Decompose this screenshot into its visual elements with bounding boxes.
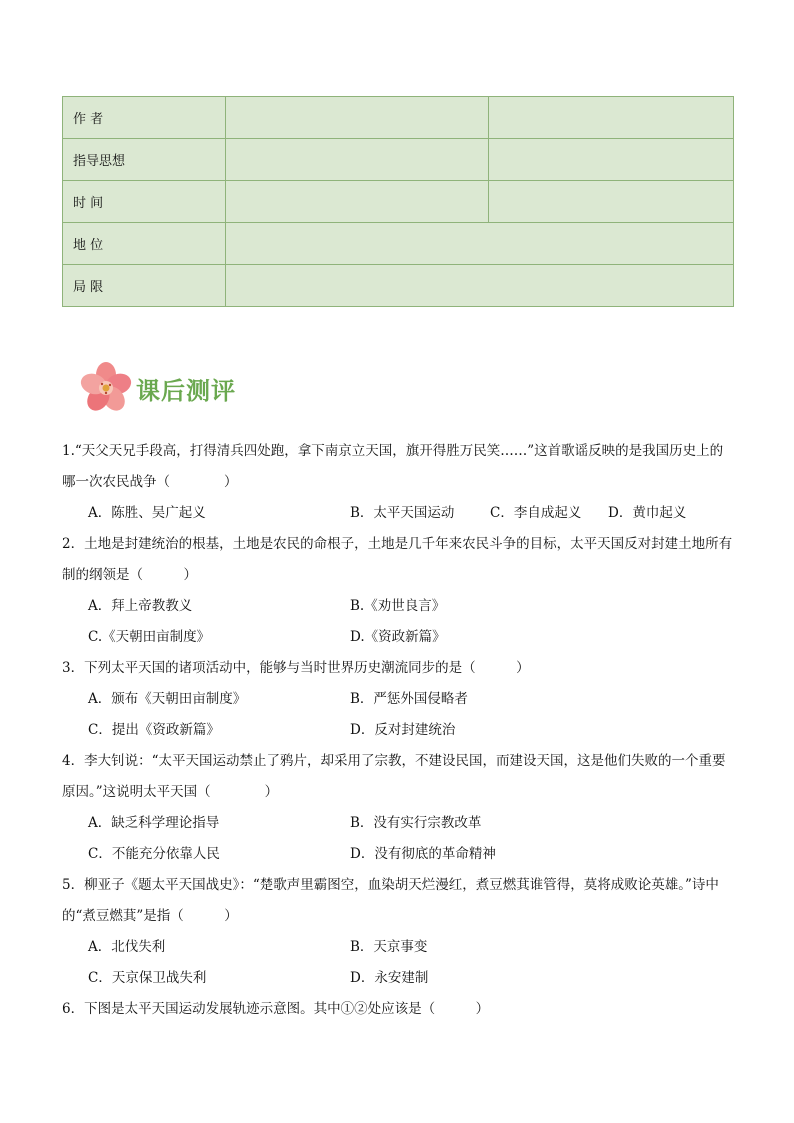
- table-row: [63, 181, 734, 223]
- options-row: [62, 622, 734, 653]
- option-b: B.《劝世良言》: [350, 598, 446, 614]
- question-text: 2．土地是封建统治的根基，土地是农民的命根子，土地是几千年来农民斗争的目标，太平天国反对封建土地所有制的纲领是（ ）: [62, 536, 733, 583]
- row-label: 作 者: [63, 97, 226, 139]
- option-b: B．严惩外国侵略者: [350, 691, 468, 707]
- options-row: [62, 808, 734, 839]
- row-label: 地 位: [63, 223, 226, 265]
- table-cell: [489, 181, 734, 223]
- options-row: [62, 684, 734, 715]
- option-d: D．反对封建统治: [350, 722, 456, 738]
- option-d: D.《资政新篇》: [350, 629, 446, 645]
- options-row: [62, 839, 734, 870]
- table-cell: [489, 139, 734, 181]
- question-3: [62, 653, 734, 746]
- table-row: [63, 265, 734, 307]
- question-text: 3．下列太平天国的诸项活动中，能够与当时世界历史潮流同步的是（ ）: [62, 660, 530, 676]
- table-row: [63, 139, 734, 181]
- question-text: 1.“天父天兄手段高，打得清兵四处跑，拿下南京立天国，旗开得胜万民笑……”这首歌谣反映的是我国历史上的哪一次农民战争（ ）: [62, 443, 724, 490]
- table-cell: [226, 181, 489, 223]
- option-d: D．没有彻底的革命精神: [350, 846, 496, 862]
- quiz-list: [62, 436, 734, 1025]
- options-row: [62, 591, 734, 622]
- question-1: [62, 436, 734, 529]
- option-b: B．天京事变: [350, 939, 428, 955]
- question-2: [62, 529, 734, 653]
- question-text: 4．李大钊说：“太平天国运动禁止了鸦片，却采用了宗教，不建设民国，而建设天国，这是他们失败的一个重要原因。”这说明太平天国（ ）: [62, 753, 726, 800]
- question-6: [62, 994, 734, 1025]
- option-a: A．北伐失利: [88, 939, 166, 955]
- table-cell: [226, 223, 734, 265]
- section-header: [78, 360, 236, 416]
- table-cell: [489, 97, 734, 139]
- row-label: 时 间: [63, 181, 226, 223]
- table-row: [63, 223, 734, 265]
- question-text: 6．下图是太平天国运动发展轨迹示意图。其中①②处应该是（ ）: [62, 1001, 490, 1017]
- options-row: [62, 963, 734, 994]
- option-c: C．不能充分依靠人民: [88, 846, 220, 862]
- option-b: B．太平天国运动: [350, 505, 455, 521]
- options-row: [62, 715, 734, 746]
- option-d: D．黄巾起义: [608, 505, 687, 521]
- summary-table: [62, 96, 734, 307]
- question-5: [62, 870, 734, 994]
- flower-icon: [78, 360, 134, 416]
- options-row: [62, 932, 734, 963]
- section-title: 课后测评: [136, 376, 236, 405]
- table-cell: [226, 97, 489, 139]
- question-4: [62, 746, 734, 870]
- option-c: C.《天朝田亩制度》: [88, 629, 211, 645]
- option-a: A．拜上帝教教义: [88, 598, 193, 614]
- option-a: A．陈胜、吴广起义: [88, 505, 206, 521]
- table-cell: [226, 265, 734, 307]
- option-d: D．永安建制: [350, 970, 429, 986]
- question-text: 5．柳亚子《题太平天国战史》：“楚歌声里霸图空，血染胡天烂漫红，煮豆燃萁谁管得，莫将成败论英雄。”诗中的“煮豆燃萁”是指（ ）: [62, 877, 719, 924]
- option-c: C．天京保卫战失利: [88, 970, 207, 986]
- option-a: A．颁布《天朝田亩制度》: [88, 691, 247, 707]
- option-a: A．缺乏科学理论指导: [88, 815, 220, 831]
- row-label: 局 限: [63, 265, 226, 307]
- table-row: [63, 97, 734, 139]
- option-c: C．李自成起义: [490, 505, 582, 521]
- table-cell: [226, 139, 489, 181]
- row-label: 指导思想: [63, 139, 226, 181]
- option-c: C．提出《资政新篇》: [88, 722, 220, 738]
- options-row: [62, 498, 734, 529]
- option-b: B．没有实行宗教改革: [350, 815, 482, 831]
